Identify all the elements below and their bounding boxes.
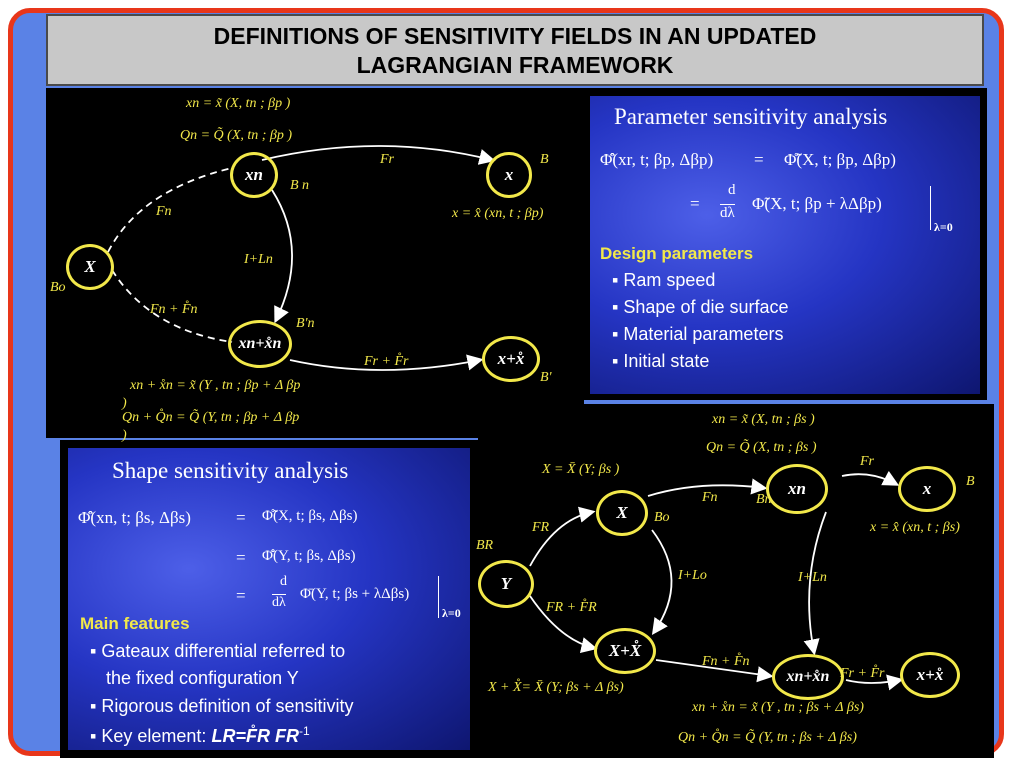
top-eq-qn: Qn = Q̃ (X, tn ; βp ) — [180, 128, 293, 143]
bot-eq-bottom-2: Qn + Q̊n = Q̃ (Y, tn ; βs + Δ βs) — [678, 730, 857, 745]
param-bullet-1: ▪ Ram speed — [612, 270, 716, 290]
bot-eq-XX: X + X̊= X̄ (Y; βs + Δ βs) — [488, 680, 624, 695]
shape-eq1-rhs: Φ̊̃(X, t; βs, Δβs) — [262, 508, 358, 524]
shape-bullet-1b: the fixed configuration Y — [106, 668, 299, 688]
top-node-X: X — [66, 244, 114, 290]
top-lbl-B: B — [540, 152, 549, 167]
param-eq2-sub: λ=0 — [934, 220, 953, 234]
title-line-2: LAGRANGIAN FRAMEWORK — [356, 52, 674, 78]
title-line-1: DEFINITIONS OF SENSITIVITY FIELDS IN AN UPDATED — [213, 23, 817, 49]
shape-eq3-rhs: Φ̄(Y, t; βs + λΔβs) — [300, 586, 410, 602]
param-eq2-bar — [930, 186, 931, 230]
bot-lbl-Fr: Fr — [860, 454, 874, 469]
shape-bullet-1a: ▪ Gateaux differential referred to — [90, 641, 346, 661]
bot-lbl-Bn: Bn — [756, 492, 772, 507]
shape-eq2-eq: = — [236, 548, 246, 567]
param-bullet-4: ▪ Initial state — [612, 351, 710, 371]
param-eq1-rhs: Φ̊̃(X, t; βp, Δβp) — [784, 150, 896, 169]
param-bullet-2-text: Shape of die surface — [623, 297, 789, 317]
bot-lbl-Bo: Bo — [654, 510, 670, 525]
shape-eq1-lhs: Φ̊̂(xn, t; βs, Δβs) — [78, 508, 191, 527]
shape-bullet-2: ▪ Rigorous definition of sensitivity — [90, 696, 354, 716]
top-lbl-FrFr: Fr + F̊r — [364, 354, 409, 369]
bot-node-xn: xn — [766, 464, 828, 514]
bot-node-x: x — [898, 466, 956, 512]
bot-lbl-FRFR: FR + F̊R — [546, 600, 597, 615]
top-lbl-ILn: I+Ln — [244, 252, 273, 267]
bot-node-xnxn: xn+x̊n — [772, 654, 844, 700]
bot-lbl-ILn: I+Ln — [798, 570, 827, 585]
top-lbl-eq-x: x = x̂ (xn, t ; βp) — [452, 206, 544, 221]
top-lbl-Bp: B' — [540, 370, 552, 385]
bot-eq-xn: xn = x̃ (X, tn ; βs ) — [712, 412, 815, 427]
param-bullet-3: ▪ Material parameters — [612, 324, 784, 344]
shape-bullet-3-text: ▪ Key element: — [90, 726, 212, 746]
bot-lbl-eq-x: x = x̂ (xn, t ; βs) — [870, 520, 960, 535]
top-eq-bottom-2: Qn + Q̊n = Q̃ (Y, tn ; βp + Δ βp — [122, 410, 300, 425]
top-eq-bottom-1: xn + x̊n = x̃ (Y , tn ; βp + Δ βp — [130, 378, 301, 393]
param-eq2-dl: dλ — [720, 205, 735, 221]
bot-lbl-FnFn: Fn + F̊n — [702, 654, 750, 669]
top-eq-xn: xn = x̃ (X, tn ; βp ) — [186, 96, 291, 111]
shape-subhead: Main features — [80, 614, 190, 633]
top-lbl-Fn: Fn — [156, 204, 172, 219]
top-lbl-FnFn: Fn + F̊n — [150, 302, 198, 317]
shape-eq3-eq: = — [236, 586, 246, 605]
shape-eq3-sub: λ=0 — [442, 606, 461, 620]
top-lbl-Bpn: B'n — [296, 316, 315, 331]
bot-lbl-FrFr: Fr + F̊r — [840, 666, 885, 681]
param-eq1-eq: = — [754, 150, 764, 169]
shape-eq1-eq: = — [236, 508, 246, 527]
shape-key-sup: -1 — [298, 724, 310, 738]
param-bullet-4-text: Initial state — [623, 351, 710, 371]
top-eq-bottom-1-close: ) — [122, 396, 127, 411]
top-node-xx: x+x̊ — [482, 336, 540, 382]
shape-heading: Shape sensitivity analysis — [112, 458, 349, 483]
top-diagram-panel — [46, 88, 584, 438]
top-node-x: x — [486, 152, 532, 198]
shape-eq3-dl: dλ — [272, 595, 286, 610]
param-eq2-d: d — [728, 182, 736, 198]
slide-title — [46, 14, 984, 86]
top-node-xnxn: xn+x̊n — [228, 320, 292, 368]
bot-node-Y: Y — [478, 560, 534, 608]
param-bullet-1-text: Ram speed — [623, 270, 716, 290]
bot-eq-bottom-1: xn + x̊n = x̃ (Y , tn ; βs + Δ βs) — [692, 700, 864, 715]
param-bullet-2: ▪ Shape of die surface — [612, 297, 789, 317]
bot-eq-X: X = X̄ (Y; βs ) — [542, 462, 620, 477]
top-node-xn: xn — [230, 152, 278, 198]
bot-node-XX: X+X̊ — [594, 628, 656, 674]
shape-bullet-3 — [90, 724, 310, 747]
param-bullet-3-text: Material parameters — [623, 324, 784, 344]
bot-eq-qn: Qn = Q̃ (X, tn ; βs ) — [706, 440, 817, 455]
bot-lbl-BR: BR — [476, 538, 494, 553]
bot-lbl-FR: FR — [532, 520, 550, 535]
shape-eq3-bar — [438, 576, 439, 618]
shape-eq2-rhs: Φ̊̄(Y, t; βs, Δβs) — [262, 548, 356, 564]
param-heading: Parameter sensitivity analysis — [614, 104, 888, 129]
param-eq2-eq: = — [690, 194, 700, 213]
shape-key-element: LR=F̊R FR — [211, 726, 299, 746]
bot-lbl-Fn: Fn — [702, 490, 718, 505]
top-lbl-Fr: Fr — [380, 152, 394, 167]
param-subhead: Design parameters — [600, 244, 754, 263]
top-eq-bottom-2-close: ) — [122, 428, 127, 443]
shape-eq3-d: d — [280, 574, 287, 589]
bot-lbl-ILo: I+Lo — [678, 568, 707, 583]
bot-node-X: X — [596, 490, 648, 536]
top-lbl-Bo: Bo — [50, 280, 66, 295]
param-eq2-rhs: Φ̃(X, t; βp + λΔβp) — [752, 194, 882, 213]
bot-lbl-B: B — [966, 474, 975, 489]
param-eq1-lhs: Φ̊̂(xr, t; βp, Δβp) — [600, 150, 714, 169]
top-lbl-Bn: B n — [290, 178, 310, 193]
bot-node-xx: x+x̊ — [900, 652, 960, 698]
